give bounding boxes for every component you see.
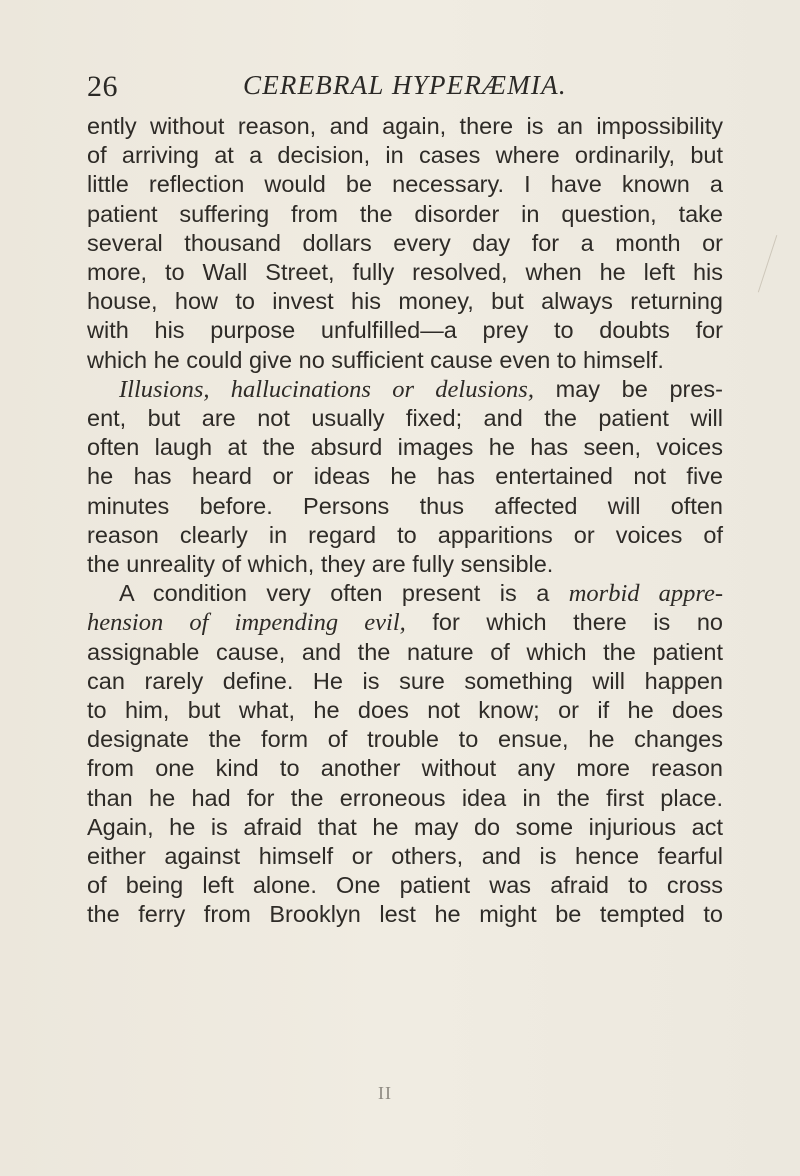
text-line: several thousand dollars every day for a month or [87,229,723,256]
margin-pencil-mark [758,235,779,293]
text-line: patient suffering from the disorder in question, take [87,200,723,227]
text-line: little reflection would be necessary. I have known a [87,171,723,198]
page-header [87,70,727,110]
paragraph-1 [87,112,723,375]
text-line: the ferry from Brooklyn lest he might be tempted to [87,901,723,928]
page-number: 26 [87,70,118,103]
text-line: the unreality of which, they are fully sensible. [87,551,554,578]
italic-phrase: hension of impending evil, [87,609,406,637]
text-line: ently without reason, and again, there is an impossibility [87,113,723,139]
text-line: often laugh at the absurd images he has seen, voices [87,434,723,461]
footer-signature-mark: II [378,1083,392,1103]
italic-phrase: morbid appre- [568,580,723,608]
text-line: either against himself or others, and is hence fearful [87,843,723,870]
text-line: of being left alone. One patient was afraid to cross [87,872,723,899]
text-line: minutes before. Persons thus affected will often [87,492,723,519]
text-line [87,375,723,404]
text-line: house, how to invest his money, but always returning [87,288,723,315]
text-line: he has heard or ideas he has entertained not five [87,463,723,490]
text-line: of arriving at a decision, in cases where ordinarily, but [87,142,723,169]
paragraph-2 [87,375,723,579]
italic-phrase: Illusions, hallucinations or delusions, [119,375,534,403]
running-head: CEREBRAL HYPERÆMIA. [243,70,567,100]
text-line: assignable cause, and the nature of which the patient [87,638,723,665]
text-line: from one kind to another without any more reason [87,755,723,782]
text-fragment: may be pres- [533,375,723,402]
text-line: to him, but what, he does not know; or if he does [87,697,723,724]
text-fragment: for which there is no [405,609,723,636]
text-line: more, to Wall Street, fully resolved, when he left his [87,259,723,286]
text-fragment: A condition very often present is a [119,580,569,607]
paragraph-3 [87,579,723,929]
text-line: with his purpose unfulfilled—a prey to doubts for [87,317,723,344]
text-line: designate the form of trouble to ensue, he changes [87,726,723,753]
text-line [87,608,723,637]
body-text [87,112,723,930]
text-line: Again, he is afraid that he may do some injurious act [87,813,723,840]
text-line: ent, but are not usually fixed; and the patient will [87,405,723,432]
text-line: which he could give no sufficient cause even to himself. [87,346,664,373]
text-line: than he had for the erroneous idea in the first place. [87,784,723,811]
text-line: reason clearly in regard to apparitions or voices of [87,521,723,548]
text-line: can rarely define. He is sure something will happen [87,667,723,694]
text-line [87,579,723,608]
